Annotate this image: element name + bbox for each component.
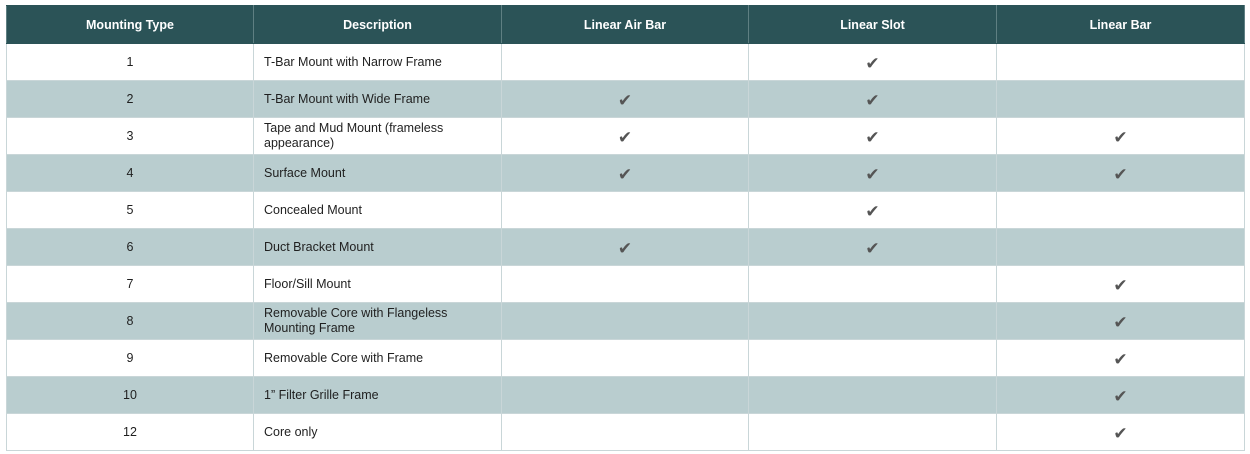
linear-bar-cell: [997, 266, 1245, 303]
checkmark-icon: ✔: [617, 127, 633, 148]
table-row: [7, 340, 1245, 377]
linear-bar-cell: [997, 192, 1245, 229]
table-row: [7, 303, 1245, 340]
linear-slot-cell: [749, 155, 997, 192]
header-row: [7, 6, 1245, 44]
mounting-type-cell: 3: [7, 118, 254, 155]
linear-bar-cell: [997, 303, 1245, 340]
table-row: [7, 44, 1245, 81]
table-row: [7, 414, 1245, 451]
table-row: [7, 229, 1245, 266]
checkmark-icon: ✔: [865, 238, 880, 259]
table-row: [7, 155, 1245, 192]
mounting-type-cell: 1: [7, 44, 254, 81]
linear-slot-cell: [749, 192, 997, 229]
description-cell: Duct Bracket Mount: [254, 229, 502, 266]
linear-air-bar-cell: [502, 414, 749, 451]
linear-air-bar-cell: [502, 303, 749, 340]
table-header: [7, 6, 1245, 44]
description-cell: 1” Filter Grille Frame: [254, 377, 502, 414]
description-cell: Removable Core with Frame: [254, 340, 502, 377]
linear-bar-cell: [997, 81, 1245, 118]
mounting-type-cell: 4: [7, 155, 254, 192]
mounting-type-cell: 12: [7, 414, 254, 451]
mounting-type-cell: 2: [7, 81, 254, 118]
checkmark-icon: ✔: [1113, 423, 1128, 444]
checkmark-icon: ✔: [1113, 275, 1128, 296]
linear-bar-cell: [997, 229, 1245, 266]
description-cell: Removable Core with Flangeless Mounting Frame: [254, 303, 502, 340]
description-cell: Surface Mount: [254, 155, 502, 192]
linear-slot-cell: [749, 81, 997, 118]
header-description: Description: [254, 6, 502, 44]
linear-slot-cell: [749, 377, 997, 414]
linear-air-bar-cell: [502, 266, 749, 303]
checkmark-icon: ✔: [1113, 164, 1128, 185]
linear-air-bar-cell: [502, 192, 749, 229]
description-cell: Floor/Sill Mount: [254, 266, 502, 303]
checkmark-icon: ✔: [617, 238, 633, 259]
mounting-types-table-container: [6, 5, 1244, 451]
description-cell: Core only: [254, 414, 502, 451]
mounting-type-cell: 9: [7, 340, 254, 377]
linear-air-bar-cell: [502, 118, 749, 155]
mounting-type-cell: 10: [7, 377, 254, 414]
linear-air-bar-cell: [502, 229, 749, 266]
checkmark-icon: ✔: [1113, 349, 1128, 370]
linear-air-bar-cell: [502, 155, 749, 192]
checkmark-icon: ✔: [617, 90, 633, 111]
checkmark-icon: ✔: [617, 164, 633, 185]
mounting-type-cell: 5: [7, 192, 254, 229]
description-cell: T-Bar Mount with Wide Frame: [254, 81, 502, 118]
linear-bar-cell: [997, 414, 1245, 451]
checkmark-icon: ✔: [865, 201, 880, 222]
table-row: [7, 266, 1245, 303]
linear-slot-cell: [749, 44, 997, 81]
header-mounting-type: Mounting Type: [7, 6, 254, 44]
table-row: [7, 377, 1245, 414]
table-row: [7, 81, 1245, 118]
mounting-type-cell: 8: [7, 303, 254, 340]
description-cell: T-Bar Mount with Narrow Frame: [254, 44, 502, 81]
mounting-types-table: [6, 5, 1245, 451]
checkmark-icon: ✔: [1113, 312, 1128, 333]
checkmark-icon: ✔: [865, 53, 880, 74]
linear-slot-cell: [749, 229, 997, 266]
table-body: [7, 44, 1245, 451]
header-linear-bar: Linear Bar: [997, 6, 1245, 44]
header-linear-slot: Linear Slot: [749, 6, 997, 44]
linear-slot-cell: [749, 266, 997, 303]
mounting-type-cell: 6: [7, 229, 254, 266]
checkmark-icon: ✔: [865, 164, 880, 185]
checkmark-icon: ✔: [865, 90, 880, 111]
linear-air-bar-cell: [502, 377, 749, 414]
checkmark-icon: ✔: [865, 127, 880, 148]
mounting-type-cell: 7: [7, 266, 254, 303]
linear-bar-cell: [997, 118, 1245, 155]
checkmark-icon: ✔: [1113, 386, 1128, 407]
linear-air-bar-cell: [502, 81, 749, 118]
checkmark-icon: ✔: [1113, 127, 1128, 148]
linear-bar-cell: [997, 377, 1245, 414]
linear-bar-cell: [997, 44, 1245, 81]
table-row: [7, 118, 1245, 155]
table-row: [7, 192, 1245, 229]
linear-air-bar-cell: [502, 340, 749, 377]
linear-slot-cell: [749, 340, 997, 377]
description-cell: Tape and Mud Mount (frameless appearance): [254, 118, 502, 155]
header-linear-air-bar: Linear Air Bar: [502, 6, 749, 44]
linear-air-bar-cell: [502, 44, 749, 81]
linear-slot-cell: [749, 414, 997, 451]
description-cell: Concealed Mount: [254, 192, 502, 229]
linear-bar-cell: [997, 155, 1245, 192]
linear-slot-cell: [749, 303, 997, 340]
linear-bar-cell: [997, 340, 1245, 377]
linear-slot-cell: [749, 118, 997, 155]
